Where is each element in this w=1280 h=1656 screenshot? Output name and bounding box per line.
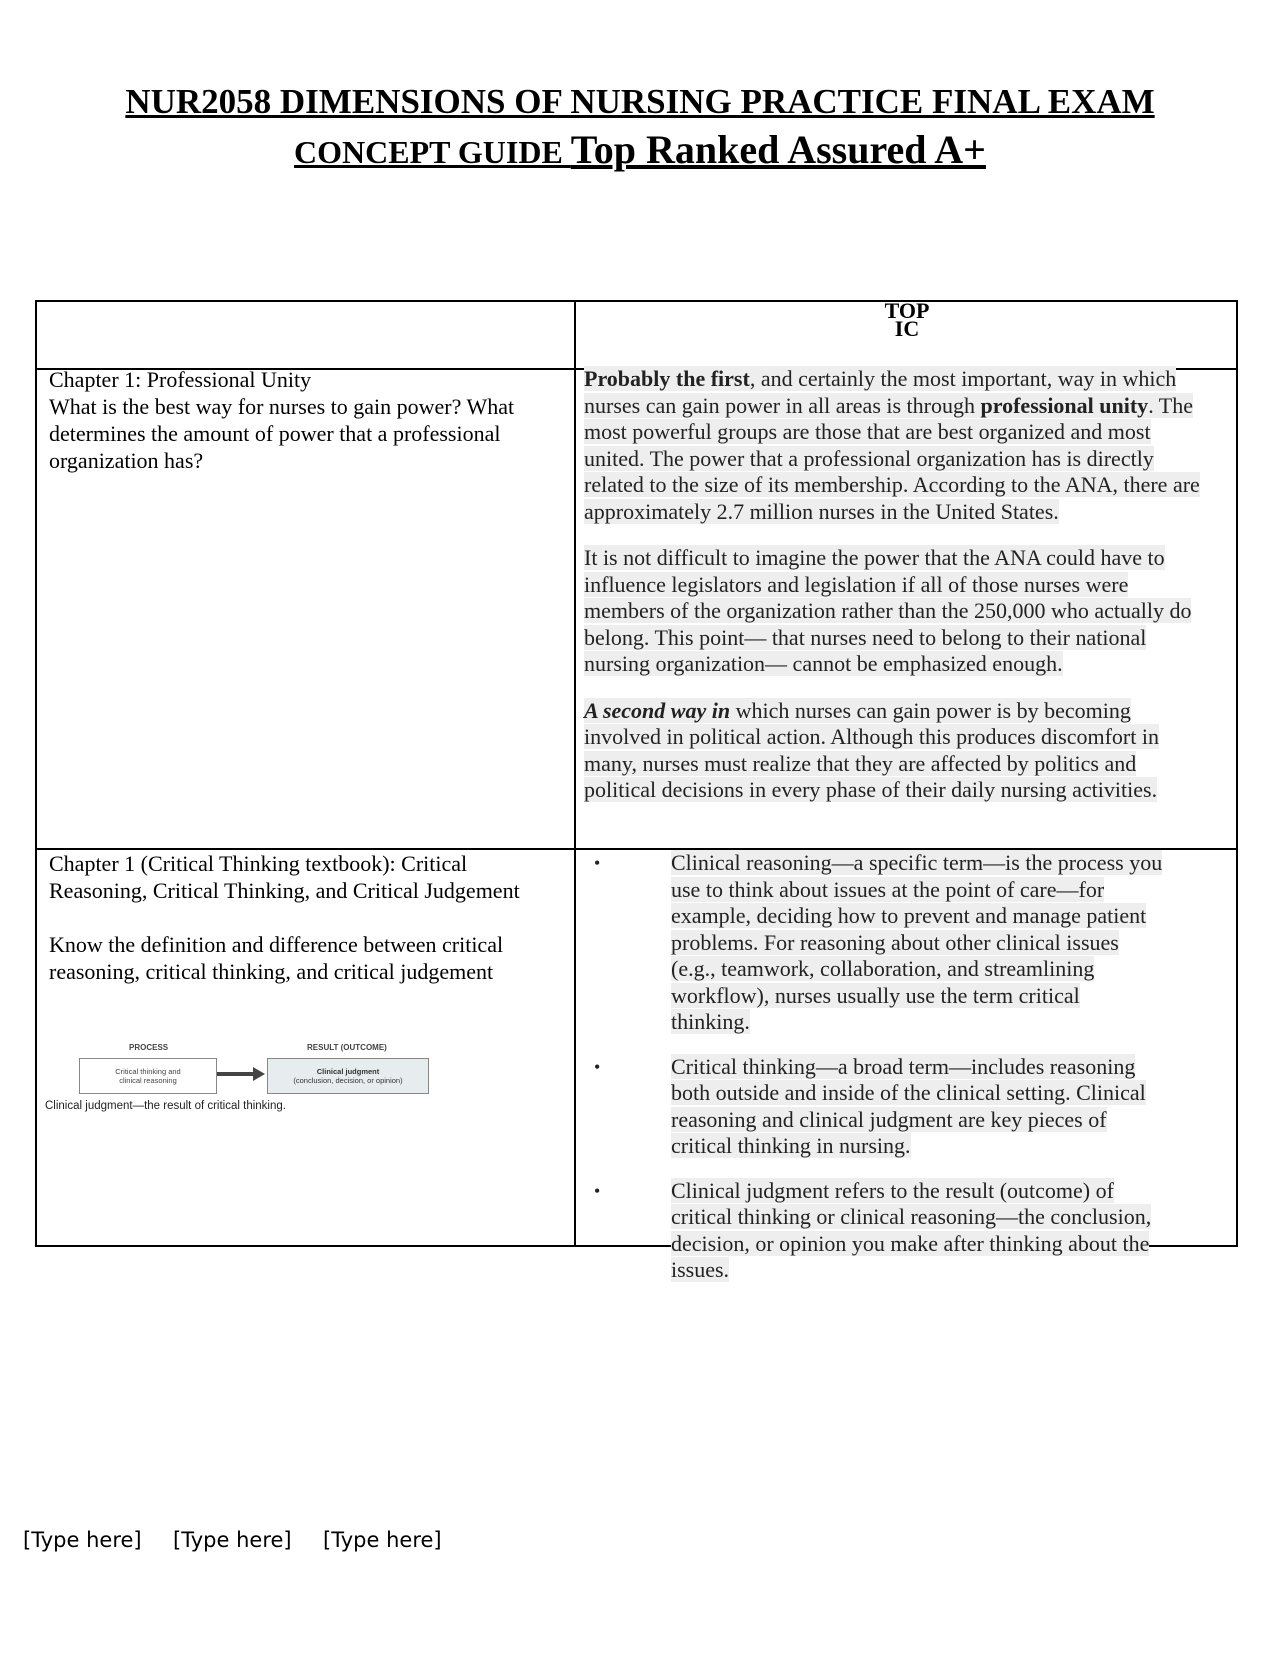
column-divider	[574, 302, 576, 1245]
row1-paragraph-1: Probably the first, and certainly the most important, way in which nurses can gain power in all areas is through professional unity. The most powerful groups are those that are best organized and most united. The power that a professional organization has is directly related to the size of its membership. According to the ANA, there are approximately 2.7 million nurses in the United States.	[584, 366, 1200, 524]
title-line-2-b: Top Ranked Assured A+	[570, 127, 986, 172]
row2-bullet-list	[584, 850, 1164, 1302]
row1-heading: Chapter 1: Professional Unity	[49, 367, 312, 392]
bullet-clinical-reasoning: • Clinical reasoning—a specific term—is the process you use to think about issues at the point of care—for example, deciding how to prevent and manage patient problems. For reasoning about other clinical issues (e.g., teamwork, collaboration, and streamlining workflow), nurses usually use the term critical thinking.	[594, 850, 1163, 1034]
row1-paragraph-3: A second way in which nurses can gain power is by becoming involved in political action. Although this produces discomfort in many, nurses must realize that they are affected by politics and political decisions in every phase of their daily nursing activities.	[584, 697, 1159, 802]
row1-right-cell	[584, 366, 1204, 824]
title-line-2	[0, 124, 1280, 185]
topic-column-header: TOP IC	[884, 298, 930, 341]
row2-task: Know the definition and difference between critical reasoning, critical thinking, and critical judgement	[49, 932, 504, 984]
process-box: Critical thinking and clinical reasoning	[79, 1058, 217, 1094]
footer-placeholder-right[interactable]: [Type here]	[323, 1528, 442, 1552]
footer-placeholder-left[interactable]: [Type here]	[23, 1528, 142, 1552]
row1-question: What is the best way for nurses to gain power? What determines the amount of power that a professional organization has?	[49, 394, 515, 473]
figure-caption: Clinical judgment—the result of critical thinking.	[45, 1100, 286, 1112]
row2-heading: Chapter 1 (Critical Thinking textbook): Critical Reasoning, Critical Thinking, and Critical Judgement	[49, 851, 520, 903]
process-label: PROCESS	[129, 1043, 169, 1052]
footer-placeholder-center[interactable]: [Type here]	[173, 1528, 292, 1552]
arrow-right-icon	[253, 1067, 265, 1081]
title-line-1: NUR2058 DIMENSIONS OF NURSING PRACTICE FINAL EXAM	[125, 82, 1155, 121]
result-box: Clinical judgment (conclusion, decision, or opinion)	[267, 1058, 429, 1094]
arrow-shaft	[217, 1072, 255, 1076]
title-line-2-a: CONCEPT GUIDE	[294, 134, 571, 170]
result-label: RESULT (OUTCOME)	[307, 1043, 387, 1052]
row1-paragraph-2: It is not difficult to imagine the power that the ANA could have to influence legislators and legislation if all of those nurses were members of the organization rather than the 250,000 who actually do belong. This point— that nurses need to belong to their national nursing organization— cannot be emphasized enough.	[584, 545, 1192, 676]
document-title	[0, 80, 1280, 185]
bullet-critical-thinking: • Critical thinking—a broad term—includes reasoning both outside and inside of the clinical setting. Clinical reasoning and clinical judgment are key pieces of critical thinking in nursing.	[594, 1053, 1146, 1158]
clinical-judgment-figure	[45, 1038, 465, 1118]
row2-left-cell	[49, 850, 549, 985]
row1-left-cell	[49, 366, 549, 474]
bullet-clinical-judgment: • Clinical judgment refers to the result (outcome) of critical thinking or clinical reasoning—the conclusion, decision, or opinion you make after thinking about the issues.	[594, 1177, 1152, 1282]
